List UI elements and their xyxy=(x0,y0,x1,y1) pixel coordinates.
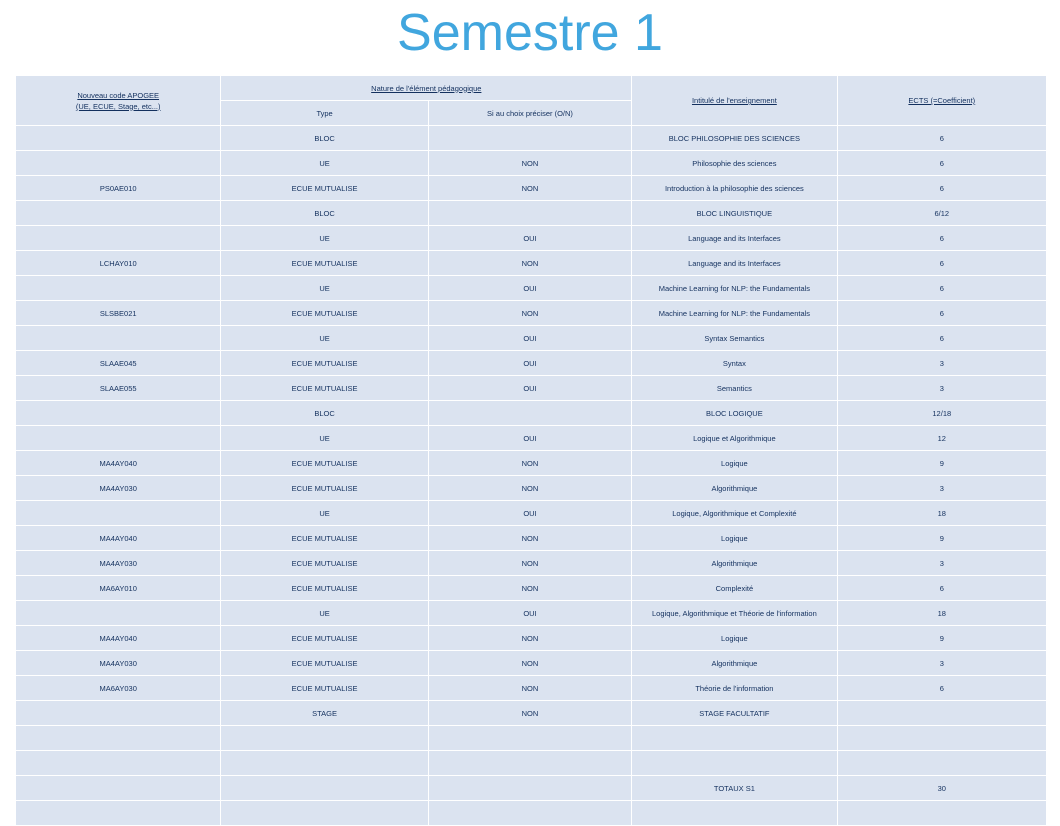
cell-code: MA4AY040 xyxy=(16,626,220,650)
column-header-code-line2: (UE, ECUE, Stage, etc...) xyxy=(75,101,161,111)
table-row xyxy=(16,176,1046,200)
footer-blank-code xyxy=(16,801,220,825)
cell-choix: NON xyxy=(429,301,631,325)
cell-code: MA4AY030 xyxy=(16,476,220,500)
cell-ects: 3 xyxy=(838,351,1046,375)
cell-choix: NON xyxy=(429,526,631,550)
table-header xyxy=(16,76,1046,125)
totals-choix-cell xyxy=(429,776,631,800)
cell-ects: 6 xyxy=(838,301,1046,325)
table-row xyxy=(16,551,1046,575)
cell-choix: NON xyxy=(429,476,631,500)
cell-ects: 6 xyxy=(838,326,1046,350)
table-row xyxy=(16,701,1046,725)
column-header-code-line1: Nouveau code APOGEE xyxy=(77,90,160,100)
totals-blank-cell xyxy=(16,776,220,800)
cell-intitule: Algorithmique xyxy=(632,551,836,575)
cell-type: ECUE MUTUALISE xyxy=(221,301,427,325)
cell-code xyxy=(16,226,220,250)
cell-ects: 3 xyxy=(838,476,1046,500)
table-row xyxy=(16,351,1046,375)
table-footer xyxy=(16,776,1046,825)
table-row xyxy=(16,451,1046,475)
cell-type: ECUE MUTUALISE xyxy=(221,651,427,675)
cell-intitule: Philosophie des sciences xyxy=(632,151,836,175)
cell-intitule xyxy=(632,751,836,775)
table-row xyxy=(16,501,1046,525)
cell-type: ECUE MUTUALISE xyxy=(221,176,427,200)
cell-code: MA4AY040 xyxy=(16,451,220,475)
cell-intitule: Semantics xyxy=(632,376,836,400)
cell-code: MA4AY030 xyxy=(16,651,220,675)
cell-choix xyxy=(429,751,631,775)
cell-intitule: Logique, Algorithmique et Théorie de l'information xyxy=(632,601,836,625)
cell-intitule: Algorithmique xyxy=(632,476,836,500)
cell-type: UE xyxy=(221,151,427,175)
cell-intitule: Language and its Interfaces xyxy=(632,251,836,275)
cell-type: BLOC xyxy=(221,201,427,225)
table-row xyxy=(16,651,1046,675)
table-row xyxy=(16,201,1046,225)
cell-choix: OUI xyxy=(429,501,631,525)
cell-choix: NON xyxy=(429,676,631,700)
cell-code xyxy=(16,276,220,300)
cell-choix xyxy=(429,726,631,750)
cell-ects: 6 xyxy=(838,251,1046,275)
cell-type: BLOC xyxy=(221,126,427,150)
cell-ects: 9 xyxy=(838,626,1046,650)
column-header-type: Type xyxy=(221,101,427,125)
cell-code: MA6AY010 xyxy=(16,576,220,600)
footer-blank-intitule xyxy=(632,801,836,825)
cell-ects: 9 xyxy=(838,526,1046,550)
totals-type-cell xyxy=(221,776,427,800)
table-row xyxy=(16,301,1046,325)
cell-ects: 6/12 xyxy=(838,201,1046,225)
cell-intitule: Logique xyxy=(632,451,836,475)
cell-type: ECUE MUTUALISE xyxy=(221,451,427,475)
cell-ects: 18 xyxy=(838,601,1046,625)
cell-ects: 12 xyxy=(838,426,1046,450)
cell-type: UE xyxy=(221,326,427,350)
table-row xyxy=(16,751,1046,775)
cell-choix: OUI xyxy=(429,326,631,350)
cell-intitule: Complexité xyxy=(632,576,836,600)
cell-code: SLAAE055 xyxy=(16,376,220,400)
cell-type: UE xyxy=(221,426,427,450)
cell-choix: NON xyxy=(429,576,631,600)
cell-ects: 6 xyxy=(838,276,1046,300)
cell-intitule: BLOC PHILOSOPHIE DES SCIENCES xyxy=(632,126,836,150)
column-header-choix: Si au choix préciser (O/N) xyxy=(429,101,631,125)
cell-choix: OUI xyxy=(429,376,631,400)
cell-choix xyxy=(429,201,631,225)
cell-choix: NON xyxy=(429,651,631,675)
cell-code: MA6AY030 xyxy=(16,676,220,700)
courses-table xyxy=(15,75,1047,826)
cell-intitule: Machine Learning for NLP: the Fundamentals xyxy=(632,276,836,300)
cell-intitule: Machine Learning for NLP: the Fundamentals xyxy=(632,301,836,325)
column-header-ects: ECTS (=Coefficient) xyxy=(838,76,1046,125)
cell-intitule xyxy=(632,726,836,750)
cell-ects: 3 xyxy=(838,551,1046,575)
cell-code xyxy=(16,426,220,450)
cell-ects xyxy=(838,701,1046,725)
cell-choix: NON xyxy=(429,251,631,275)
table-row xyxy=(16,401,1046,425)
cell-ects: 12/18 xyxy=(838,401,1046,425)
cell-type: ECUE MUTUALISE xyxy=(221,551,427,575)
cell-choix: NON xyxy=(429,701,631,725)
cell-type: ECUE MUTUALISE xyxy=(221,251,427,275)
cell-type: ECUE MUTUALISE xyxy=(221,476,427,500)
cell-ects: 9 xyxy=(838,451,1046,475)
cell-choix xyxy=(429,401,631,425)
cell-ects: 3 xyxy=(838,376,1046,400)
cell-ects: 6 xyxy=(838,176,1046,200)
table-row xyxy=(16,476,1046,500)
cell-ects: 18 xyxy=(838,501,1046,525)
cell-intitule: Syntax xyxy=(632,351,836,375)
totals-value: 30 xyxy=(838,776,1046,800)
footer-blank-type xyxy=(221,801,427,825)
cell-intitule: Logique xyxy=(632,526,836,550)
cell-ects: 3 xyxy=(838,651,1046,675)
cell-code: MA4AY040 xyxy=(16,526,220,550)
cell-intitule: BLOC LINGUISTIQUE xyxy=(632,201,836,225)
cell-intitule: Syntax Semantics xyxy=(632,326,836,350)
cell-intitule: Logique, Algorithmique et Complexité xyxy=(632,501,836,525)
table-row xyxy=(16,151,1046,175)
column-header-nature: Nature de l'élément pédagogique xyxy=(221,76,631,100)
cell-intitule: Théorie de l'information xyxy=(632,676,836,700)
cell-choix: NON xyxy=(429,451,631,475)
cell-code xyxy=(16,151,220,175)
table-row xyxy=(16,226,1046,250)
cell-code: SLSBE021 xyxy=(16,301,220,325)
cell-type: ECUE MUTUALISE xyxy=(221,526,427,550)
cell-code xyxy=(16,326,220,350)
cell-code xyxy=(16,726,220,750)
cell-intitule: Introduction à la philosophie des sciences xyxy=(632,176,836,200)
cell-intitule: STAGE FACULTATIF xyxy=(632,701,836,725)
cell-code xyxy=(16,126,220,150)
cell-ects: 6 xyxy=(838,226,1046,250)
cell-intitule: Logique et Algorithmique xyxy=(632,426,836,450)
footer-blank-ects xyxy=(838,801,1046,825)
cell-code xyxy=(16,401,220,425)
cell-ects: 6 xyxy=(838,576,1046,600)
cell-ects: 6 xyxy=(838,126,1046,150)
table-row xyxy=(16,626,1046,650)
cell-type xyxy=(221,751,427,775)
cell-choix: NON xyxy=(429,551,631,575)
cell-choix xyxy=(429,126,631,150)
table-row xyxy=(16,601,1046,625)
cell-code xyxy=(16,601,220,625)
table-row xyxy=(16,676,1046,700)
cell-ects: 6 xyxy=(838,151,1046,175)
footer-spacer-row xyxy=(16,801,1046,825)
cell-type: ECUE MUTUALISE xyxy=(221,626,427,650)
cell-ects xyxy=(838,726,1046,750)
cell-code: LCHAY010 xyxy=(16,251,220,275)
table-row xyxy=(16,126,1046,150)
cell-intitule: Language and its Interfaces xyxy=(632,226,836,250)
table-row xyxy=(16,426,1046,450)
cell-intitule: Logique xyxy=(632,626,836,650)
cell-type: ECUE MUTUALISE xyxy=(221,676,427,700)
cell-choix: OUI xyxy=(429,226,631,250)
cell-choix: OUI xyxy=(429,426,631,450)
cell-type: UE xyxy=(221,276,427,300)
footer-blank-choix xyxy=(429,801,631,825)
cell-code xyxy=(16,701,220,725)
cell-type xyxy=(221,726,427,750)
column-header-code xyxy=(16,76,220,125)
table-row xyxy=(16,726,1046,750)
totals-row xyxy=(16,776,1046,800)
table-row xyxy=(16,576,1046,600)
cell-code: MA4AY030 xyxy=(16,551,220,575)
cell-type: UE xyxy=(221,226,427,250)
column-header-intitule: Intitulé de l'enseignement xyxy=(632,76,836,125)
cell-code xyxy=(16,751,220,775)
cell-type: UE xyxy=(221,601,427,625)
totals-label: TOTAUX S1 xyxy=(632,776,836,800)
cell-choix: NON xyxy=(429,176,631,200)
cell-choix: NON xyxy=(429,626,631,650)
cell-type: ECUE MUTUALISE xyxy=(221,576,427,600)
cell-type: BLOC xyxy=(221,401,427,425)
cell-ects: 6 xyxy=(838,676,1046,700)
cell-choix: NON xyxy=(429,151,631,175)
cell-type: STAGE xyxy=(221,701,427,725)
table-row xyxy=(16,251,1046,275)
cell-type: UE xyxy=(221,501,427,525)
cell-type: ECUE MUTUALISE xyxy=(221,376,427,400)
cell-intitule: BLOC LOGIQUE xyxy=(632,401,836,425)
cell-intitule: Algorithmique xyxy=(632,651,836,675)
cell-choix: OUI xyxy=(429,601,631,625)
table-row xyxy=(16,526,1046,550)
cell-ects xyxy=(838,751,1046,775)
cell-code xyxy=(16,501,220,525)
table-row xyxy=(16,326,1046,350)
table-body xyxy=(16,126,1046,775)
page-title: Semestre 1 xyxy=(397,4,663,62)
cell-choix: OUI xyxy=(429,351,631,375)
cell-code xyxy=(16,201,220,225)
cell-type: ECUE MUTUALISE xyxy=(221,351,427,375)
cell-code: PS0AE010 xyxy=(16,176,220,200)
table-row xyxy=(16,376,1046,400)
table-row xyxy=(16,276,1046,300)
cell-code: SLAAE045 xyxy=(16,351,220,375)
cell-choix: OUI xyxy=(429,276,631,300)
